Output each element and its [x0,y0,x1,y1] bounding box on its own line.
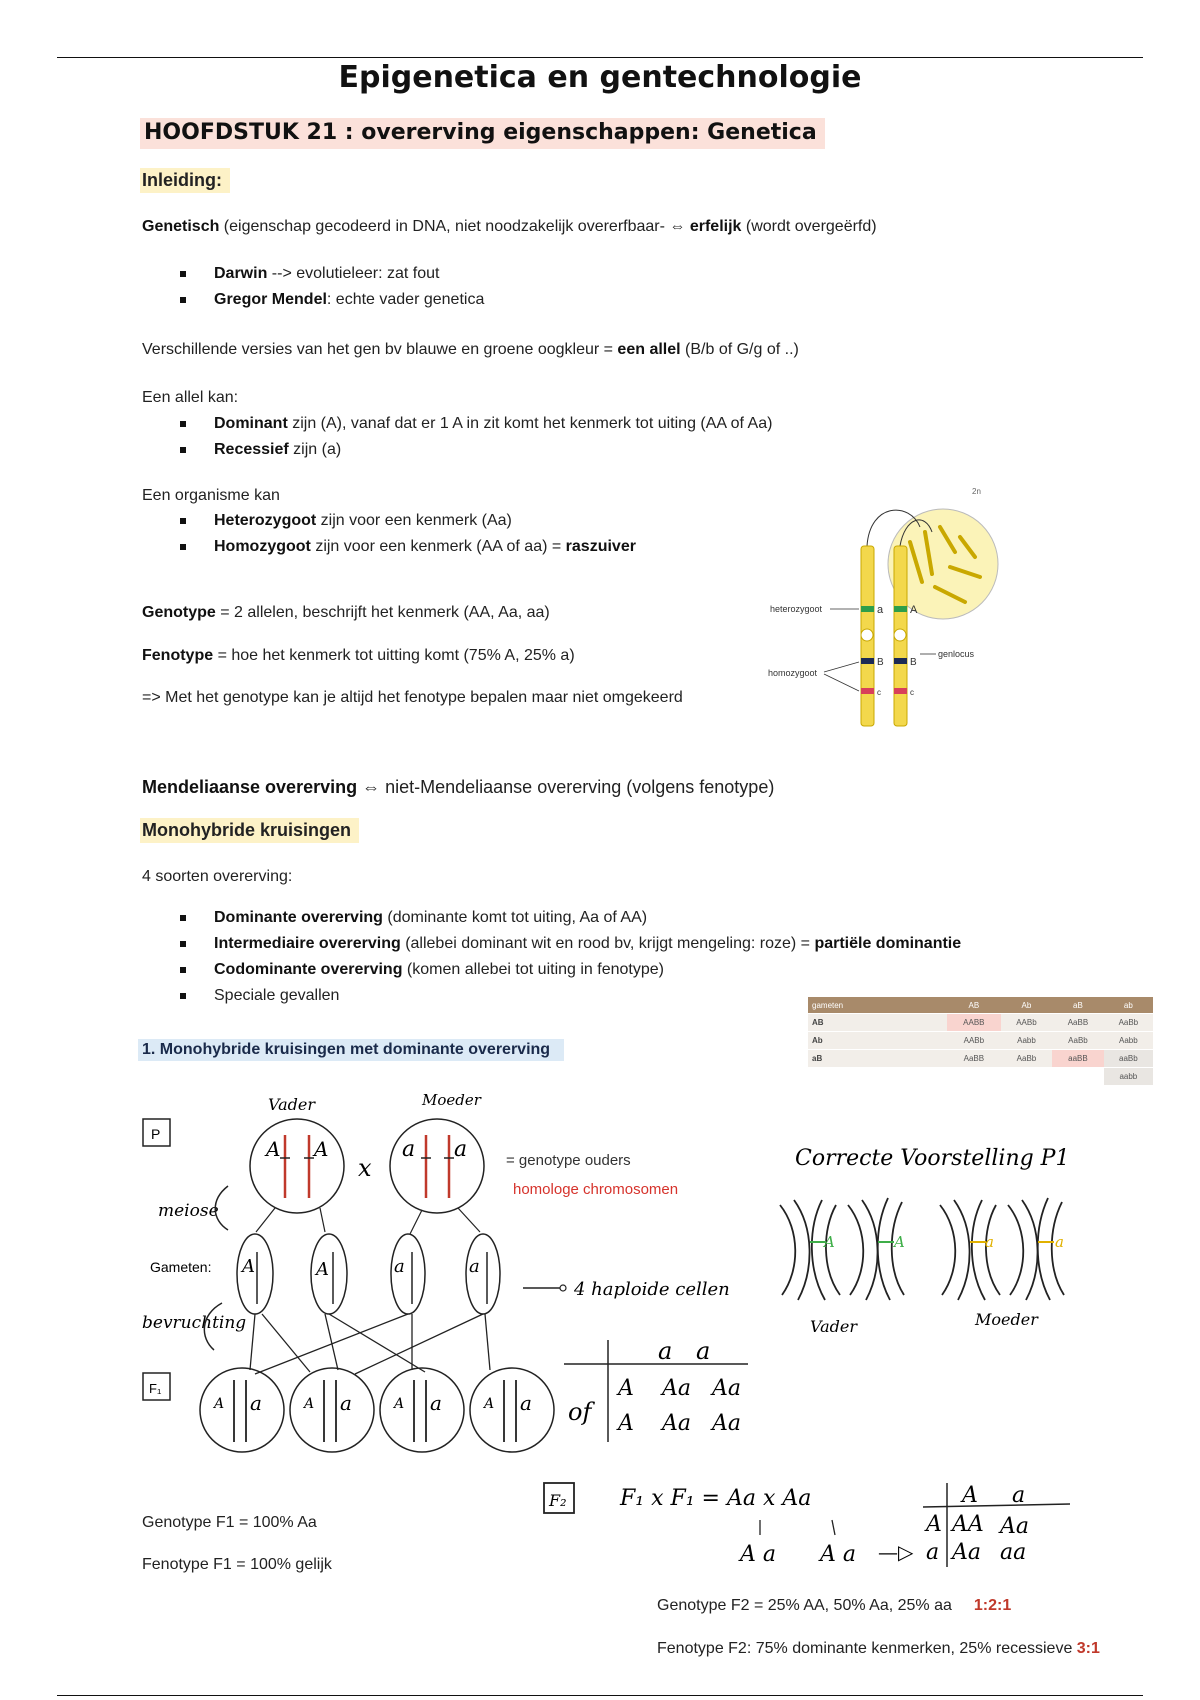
f1-cell-2-allele-a: a [340,1391,352,1415]
allele-text: Verschillende versies van het gen bv blauwe en groene oogkleur = [142,341,618,358]
f1-punnett-cell-4: Aa [712,1411,742,1436]
father-allele-2: A [314,1137,329,1161]
item-name: Dominant [214,415,288,432]
table-cell: Ab [808,1032,947,1050]
table-cell: AaBB [1052,1014,1104,1032]
f1-cell-2 [290,1368,374,1452]
section1-heading [138,1041,564,1059]
table-cell: aabb [1104,1068,1153,1086]
band-red-left [861,688,874,694]
kind-name: Codominante overerving [214,961,403,978]
f1-cell-3-allele-A: A [394,1396,405,1412]
hered-def: (wordt overgeërfd) [741,218,877,235]
hered-term: erfelijk [689,218,742,235]
allele-c-label-left: c [877,688,881,697]
f1-cell-2-allele-A: A [304,1396,315,1412]
arrow-meiose-4 [458,1208,480,1232]
person-name: Gregor Mendel [214,291,327,308]
table-header-row [808,997,1153,1014]
table-header: AB [947,997,1001,1014]
table-cell: aB [808,1050,947,1068]
bottom-rule [57,1695,1143,1696]
section1-heading-text: 1. Monohybride kruisingen met dominante overerving [138,1039,564,1061]
table-cell: AaBB [947,1050,1001,1068]
table-row [808,1014,1153,1032]
f2-punnett-side-1: A [926,1512,942,1537]
item-suffix: raszuiver [565,538,636,555]
intro-heading [140,170,230,191]
list-item [180,414,772,440]
kind-suffix: partiële dominantie [814,935,962,952]
f2-punnett-cell-4: aa [1000,1540,1027,1565]
allele-list [180,414,772,466]
f1-cells [200,1368,554,1452]
label-F2: F₂ [549,1491,567,1510]
conclusion: => Met het genotype kan je altijd het fenotype bepalen maar niet omgekeerd [142,689,683,706]
table-cell: AABB [947,1014,1001,1032]
mono-heading [140,820,359,841]
f2-punnett-hline [923,1504,1070,1507]
item-name: Recessief [214,441,289,458]
centromere-right [894,629,906,641]
gamete-1-allele: A [242,1256,255,1277]
label-genlocus: genlocus [938,649,975,659]
mother-allele-label-1: a [985,1233,994,1251]
f2-cross-formula: F₁ x F₁ = Aa x Aa [620,1486,812,1511]
allele-B-label-right: B [910,657,917,668]
father-cell [250,1119,344,1213]
f2-split-right: A a [820,1542,856,1567]
table-header: Ab [1001,997,1053,1014]
table-cell: AaBb [1001,1050,1053,1068]
band-navy-right [894,658,907,664]
f2-punnett-top-1: A [962,1483,978,1508]
document-title: Epigenetica en gentechnologie [338,60,862,95]
arrow-meiose-1 [256,1208,275,1232]
allele-B-label-left: B [877,657,884,668]
genetic-term: Genetisch [142,218,220,235]
genotype-term: Genotype [142,604,216,621]
table-cell: AB [808,1014,947,1032]
table-header: ab [1104,997,1153,1014]
father-chromatids [780,1198,904,1300]
person-name: Darwin [214,265,268,282]
table-cell: Aabb [1001,1032,1053,1050]
mendel-term: Mendeliaanse overerving [142,777,358,797]
f2-punnett-top-2: a [1012,1483,1026,1508]
correct-mother-label: Moeder [975,1310,1038,1329]
genotype-f2 [657,1597,1011,1615]
phenotype-f1: Fenotype F1 = 100% gelijk [142,1556,332,1573]
table-cell [808,1068,947,1086]
f1-punnett-top-2: a [696,1337,711,1365]
father-allele-label-1: A [824,1233,835,1251]
allele-c-label-right: c [910,688,914,697]
genetic-definition [142,217,877,237]
phenotype-f2-text: Fenotype F2: 75% dominante kenmerken, 25% recessieve [657,1640,1077,1657]
allele-A-label: A [910,604,918,616]
list-item [180,511,636,537]
phenotype-definition [142,646,575,666]
list-item [180,440,772,466]
f1-cell-1 [200,1368,284,1452]
mother-label: Moeder [422,1091,481,1109]
mother-allele-2: a [454,1137,468,1162]
table-row [808,1032,1153,1050]
band-green-left [861,606,874,612]
gamete-4-allele: a [469,1256,480,1277]
phenotype-def: = hoe het kenmerk tot uitting komt (75% A, 25% a) [213,647,575,664]
gamete-3-allele: a [394,1256,405,1277]
table-cell: AaBb [1052,1032,1104,1050]
table-cell: Aabb [1104,1032,1153,1050]
allele-a-label: a [877,604,884,616]
f1-cell-1-allele-A: A [214,1396,225,1412]
genetic-def: (eigenschap gecodeerd in DNA, niet noodzakelijk overerfbaar- ⇔ [219,218,690,235]
table-cell: aaBB [1052,1050,1104,1068]
mother-cell [390,1119,484,1213]
kind-text: (komen allebei tot uiting in fenotype) [402,961,664,978]
homo-pointer-1 [824,662,859,672]
phenotype-f2-ratio: 3:1 [1076,1640,1100,1657]
homologe-label: homologe chromosomen [513,1181,679,1198]
f2-split-left: A a [740,1542,776,1567]
f1-cell-4-allele-A: A [484,1396,495,1412]
list-item [180,960,961,986]
chromosome-figure [760,482,1060,732]
f1-punnett-cell-1: Aa [662,1376,692,1401]
table-header: aB [1052,997,1104,1014]
mother-chromatids [940,1198,1064,1300]
f2-punnett-cell-3: Aa [952,1540,982,1565]
father-allele-label-2: A [894,1233,905,1251]
item-text: zijn voor een kenmerk (AA of aa) = [310,538,566,555]
genotype-f2-text: Genotype F2 = 25% AA, 50% Aa, 25% aa [657,1597,952,1614]
list-item [180,537,636,563]
f1-punnett [564,1337,748,1442]
mendel-heading [142,777,774,797]
label-P: P [151,1126,161,1142]
f1-punnett-side-1: A [618,1376,634,1401]
table-cell [1001,1068,1053,1086]
f1-punnett-side-2: A [618,1411,634,1436]
cross-diagram [140,1080,760,1480]
allele-term: een allel [617,341,681,358]
table-row [808,1068,1153,1086]
genotype-definition [142,603,550,623]
table-row [808,1050,1153,1068]
kind-text: (dominante komt tot uiting, Aa of AA) [382,909,648,926]
father-allele-1: A [266,1137,281,1161]
list-item [180,290,484,316]
f2-punnett-cell-1: AA [952,1512,984,1537]
f2-punnett-cell-2: Aa [1000,1514,1030,1539]
mother-allele-1: a [402,1137,416,1162]
table-cell: aaBb [1104,1050,1153,1068]
list-item [180,934,961,960]
list-item [180,908,961,934]
table-cell: AABb [1001,1014,1053,1032]
gameten-label: Gameten: [150,1259,212,1275]
intro-heading-text: Inleiding: [140,168,230,193]
table-header: gameten [808,997,947,1014]
band-navy-left [861,658,874,664]
phenotype-f2 [657,1640,1100,1658]
item-text: zijn (A), vanaf dat er 1 A in zit komt het kenmerk tot uiting (AA of Aa) [287,415,773,432]
table-cell [1052,1068,1104,1086]
list-item [180,264,484,290]
correct-representation [770,1130,1090,1340]
genotype-def: = 2 allelen, beschrijft het kenmerk (AA, Aa, aa) [215,604,550,621]
allele-can: Een allel kan: [142,389,239,406]
f1-cell-4-allele-a: a [520,1391,532,1415]
people-list [180,264,484,316]
kind-text: (allebei dominant wit en rood bv, krijgt mengeling: roze) = [400,935,815,952]
kind-text: Speciale gevallen [214,987,340,1004]
centromere-left [861,629,873,641]
person-text: : echte vader genetica [326,291,485,308]
label-2n: 2n [972,487,981,496]
label-heterozygoot: heterozygoot [770,604,823,614]
f1-cell-3-allele-a: a [430,1391,442,1415]
gamete-2-allele: A [316,1259,329,1280]
chapter-heading: HOOFDSTUK 21 : overerving eigenschappen: Genetica [140,118,825,149]
genotype-f1: Genotype F1 = 100% Aa [142,1514,317,1531]
f2-arrow: —▷ [878,1540,914,1564]
band-green-right [894,606,907,612]
item-name: Heterozygoot [214,512,317,529]
f1-cell-3 [380,1368,464,1452]
mother-allele-label-2: a [1055,1233,1064,1251]
table-cell: AaBb [1104,1014,1153,1032]
mono-heading-text: Monohybride kruisingen [140,818,359,843]
correct-title: Correcte Voorstelling P1 [795,1146,1070,1171]
father-label: Vader [268,1095,315,1114]
genotype-f2-ratio: 1:2:1 [973,1597,1012,1614]
item-text: zijn (a) [288,441,342,458]
f1-punnett-cell-2: Aa [712,1376,742,1401]
organism-list [180,511,636,563]
label-F1: F₁ [149,1381,162,1396]
bevruchting-label: bevruchting [142,1313,247,1333]
of-label: of [568,1398,592,1426]
correct-father-label: Vader [810,1317,857,1336]
item-name: Homozygoot [214,538,311,555]
table-cell: AABb [947,1032,1001,1050]
meiose-label: meiose [158,1201,219,1221]
person-text: --> evolutieleer: zat fout [267,265,440,282]
kind-name: Dominante overerving [214,909,383,926]
arrow-meiose-3 [410,1210,422,1234]
f1-cell-1-allele-a: a [250,1391,262,1415]
f2-split-right-line [832,1520,835,1535]
times-sign: x [358,1154,372,1182]
genotype-ouders-label: = genotype ouders [506,1152,631,1169]
haploid-arrowhead [560,1285,566,1291]
f1-punnett-cell-3: Aa [662,1411,692,1436]
band-red-right [894,688,907,694]
table-cell [947,1068,1001,1086]
mendel-rest: ⇔ niet-Mendeliaanse overerving (volgens fenotype) [357,777,775,797]
organism-can: Een organisme kan [142,487,280,504]
gamete-table [808,997,1153,1085]
f1-punnett-top-1: a [658,1337,673,1365]
allele-suffix: (B/b of G/g of ..) [680,341,799,358]
f2-cross [540,1475,1100,1570]
item-text: zijn voor een kenmerk (Aa) [316,512,512,529]
kind-name: Intermediaire overerving [214,935,401,952]
arrow-meiose-2 [320,1208,325,1232]
f1-cell-4 [470,1368,554,1452]
kinds-intro: 4 soorten overerving: [142,868,293,885]
fertilization-arrows [250,1314,490,1374]
f2-punnett-side-2: a [926,1540,940,1565]
top-rule [57,57,1143,58]
homo-pointer-2 [824,674,859,691]
label-homozygoot: homozygoot [768,668,818,678]
haploid-label: 4 haploide cellen [574,1279,730,1300]
phenotype-term: Fenotype [142,647,214,664]
allele-definition [142,340,799,360]
